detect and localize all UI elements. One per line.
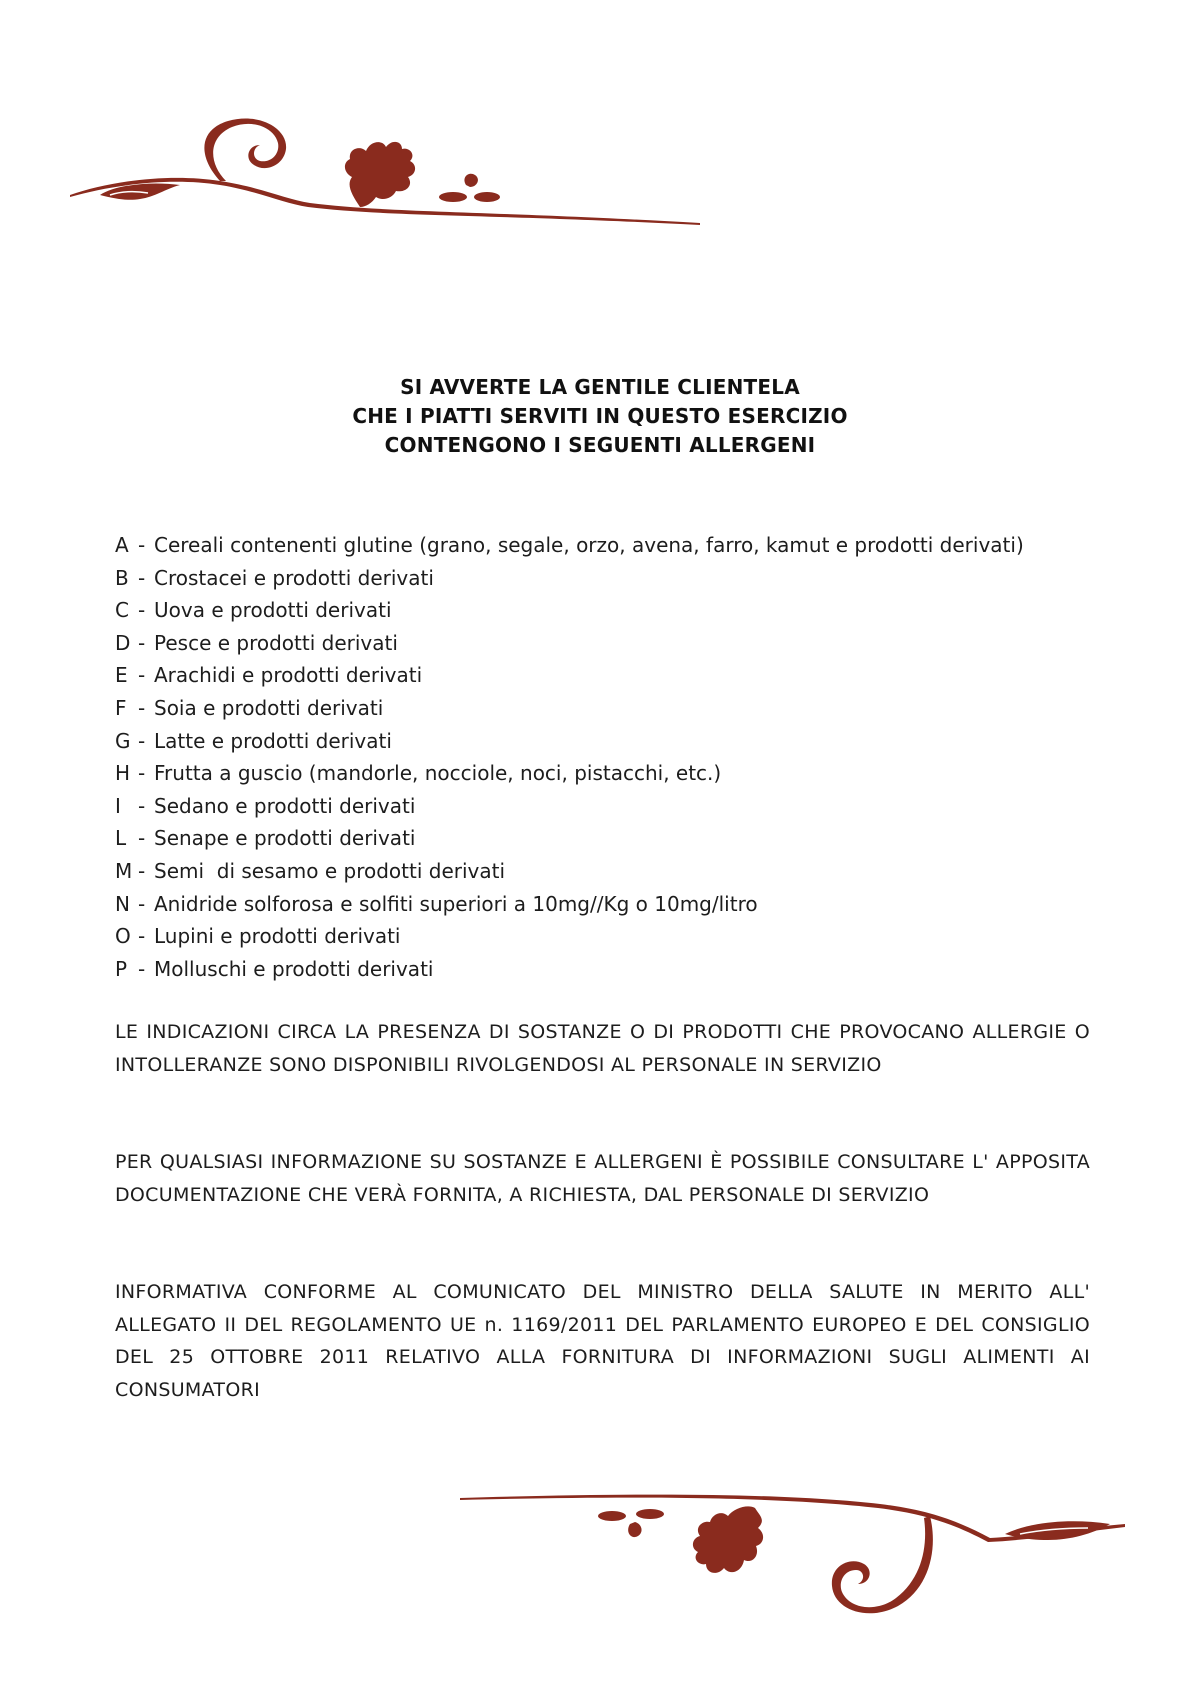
allergen-letter: M	[115, 858, 133, 883]
allergen-letter: A	[115, 533, 129, 557]
allergen-text: Latte e prodotti derivati	[154, 728, 392, 753]
list-item	[115, 725, 1095, 758]
allergen-letter: G	[115, 728, 131, 753]
allergen-letter: E	[115, 663, 128, 688]
allergen-dash: -	[138, 630, 146, 655]
list-item	[115, 790, 1095, 823]
allergen-dash: -	[138, 761, 146, 786]
allergen-dash: -	[138, 956, 146, 981]
allergen-text: Pesce e prodotti derivati	[154, 630, 398, 655]
allergen-text: Uova e prodotti derivati	[154, 598, 392, 623]
allergen-dash: -	[138, 565, 146, 590]
vine-leaf-flourish-icon	[460, 1478, 1140, 1618]
list-item	[115, 920, 1095, 953]
allergen-text: Anidride solforosa e solfiti superiori a 10mg//Kg o 10mg/litro	[154, 891, 758, 916]
list-item	[115, 627, 1095, 660]
allergen-text: Senape e prodotti derivati	[154, 826, 416, 851]
list-item	[115, 594, 1095, 627]
allergen-dash: -	[138, 858, 146, 883]
list-item	[115, 757, 1095, 790]
title-line-2: CHE I PIATTI SERVITI IN QUESTO ESERCIZIO	[352, 404, 848, 428]
title-line-3: CONTENGONO I SEGUENTI ALLERGENI	[384, 433, 816, 457]
allergen-dash: -	[138, 695, 146, 720]
page-title	[0, 373, 1200, 460]
allergen-text: Semi di sesamo e prodotti derivati	[154, 858, 506, 883]
allergen-dash: -	[138, 728, 146, 753]
allergen-text: Soia e prodotti derivati	[154, 695, 384, 720]
allergen-dash: -	[138, 598, 146, 623]
availability-notice: LE INDICAZIONI CIRCA LA PRESENZA DI SOSTANZE O DI PRODOTTI CHE PROVOCANO ALLERGIE O INTOLLERANZE SONO DISPONIBILI RIVOLGENDOSI AL PERSONALE IN SERVIZIO	[115, 1021, 1090, 1076]
allergen-text: Crostacei e prodotti derivati	[154, 565, 434, 590]
allergen-dash: -	[138, 793, 146, 818]
vine-leaf-flourish-icon	[70, 115, 700, 235]
allergen-letter: N	[115, 891, 130, 916]
list-item	[115, 953, 1095, 986]
allergen-text: Lupini e prodotti derivati	[154, 924, 401, 949]
title-line-1: SI AVVERTE LA GENTILE CLIENTELA	[400, 375, 800, 399]
allergen-letter: P	[115, 956, 128, 981]
allergen-text: Arachidi e prodotti derivati	[154, 663, 423, 688]
allergen-dash: -	[138, 891, 146, 916]
allergen-letter: C	[115, 598, 129, 623]
allergen-dash: -	[138, 663, 146, 688]
allergen-text: Sedano e prodotti derivati	[154, 793, 416, 818]
list-item	[115, 692, 1095, 725]
documentation-notice: PER QUALSIASI INFORMAZIONE SU SOSTANZE E ALLERGENI È POSSIBILE CONSULTARE L' APPOSITA DOCUMENTAZIONE CHE VERÀ FORNITA, A RICHIESTA, DAL PERSONALE DI SERVIZIO	[115, 1151, 1090, 1206]
allergen-text: Cereali contenenti glutine (grano, segale, orzo, avena, farro, kamut e prodotti derivati)	[154, 533, 1024, 557]
allergen-letter: O	[115, 924, 131, 949]
list-item	[115, 822, 1095, 855]
allergen-letter: F	[115, 695, 127, 720]
allergen-list	[115, 529, 1095, 985]
allergen-dash: -	[138, 924, 146, 949]
list-item	[115, 562, 1095, 595]
list-item	[115, 888, 1095, 921]
regulation-notice: INFORMATIVA CONFORME AL COMUNICATO DEL MINISTRO DELLA SALUTE IN MERITO ALL' ALLEGATO II DEL REGOLAMENTO UE n. 1169/2011 DEL PARLAMENTO EUROPEO E DEL CONSIGLIO DEL 25 OTTOBRE 2011 RELATIVO ALLA FORNITURA DI INFORMAZIONI SUGLI ALIMENTI AI CONSUMATORI	[115, 1281, 1090, 1401]
list-item	[115, 659, 1095, 692]
allergen-letter: D	[115, 630, 131, 655]
list-item	[115, 529, 1095, 562]
list-item	[115, 855, 1095, 888]
allergen-dash: -	[138, 826, 146, 851]
allergen-letter: B	[115, 565, 129, 590]
allergen-letter: H	[115, 761, 131, 786]
allergen-text: Molluschi e prodotti derivati	[154, 956, 434, 981]
allergen-text: Frutta a guscio (mandorle, nocciole, noci, pistacchi, etc.)	[154, 761, 722, 786]
allergen-letter: I	[115, 793, 121, 818]
allergen-letter: L	[115, 826, 127, 851]
allergen-dash: -	[138, 533, 146, 557]
